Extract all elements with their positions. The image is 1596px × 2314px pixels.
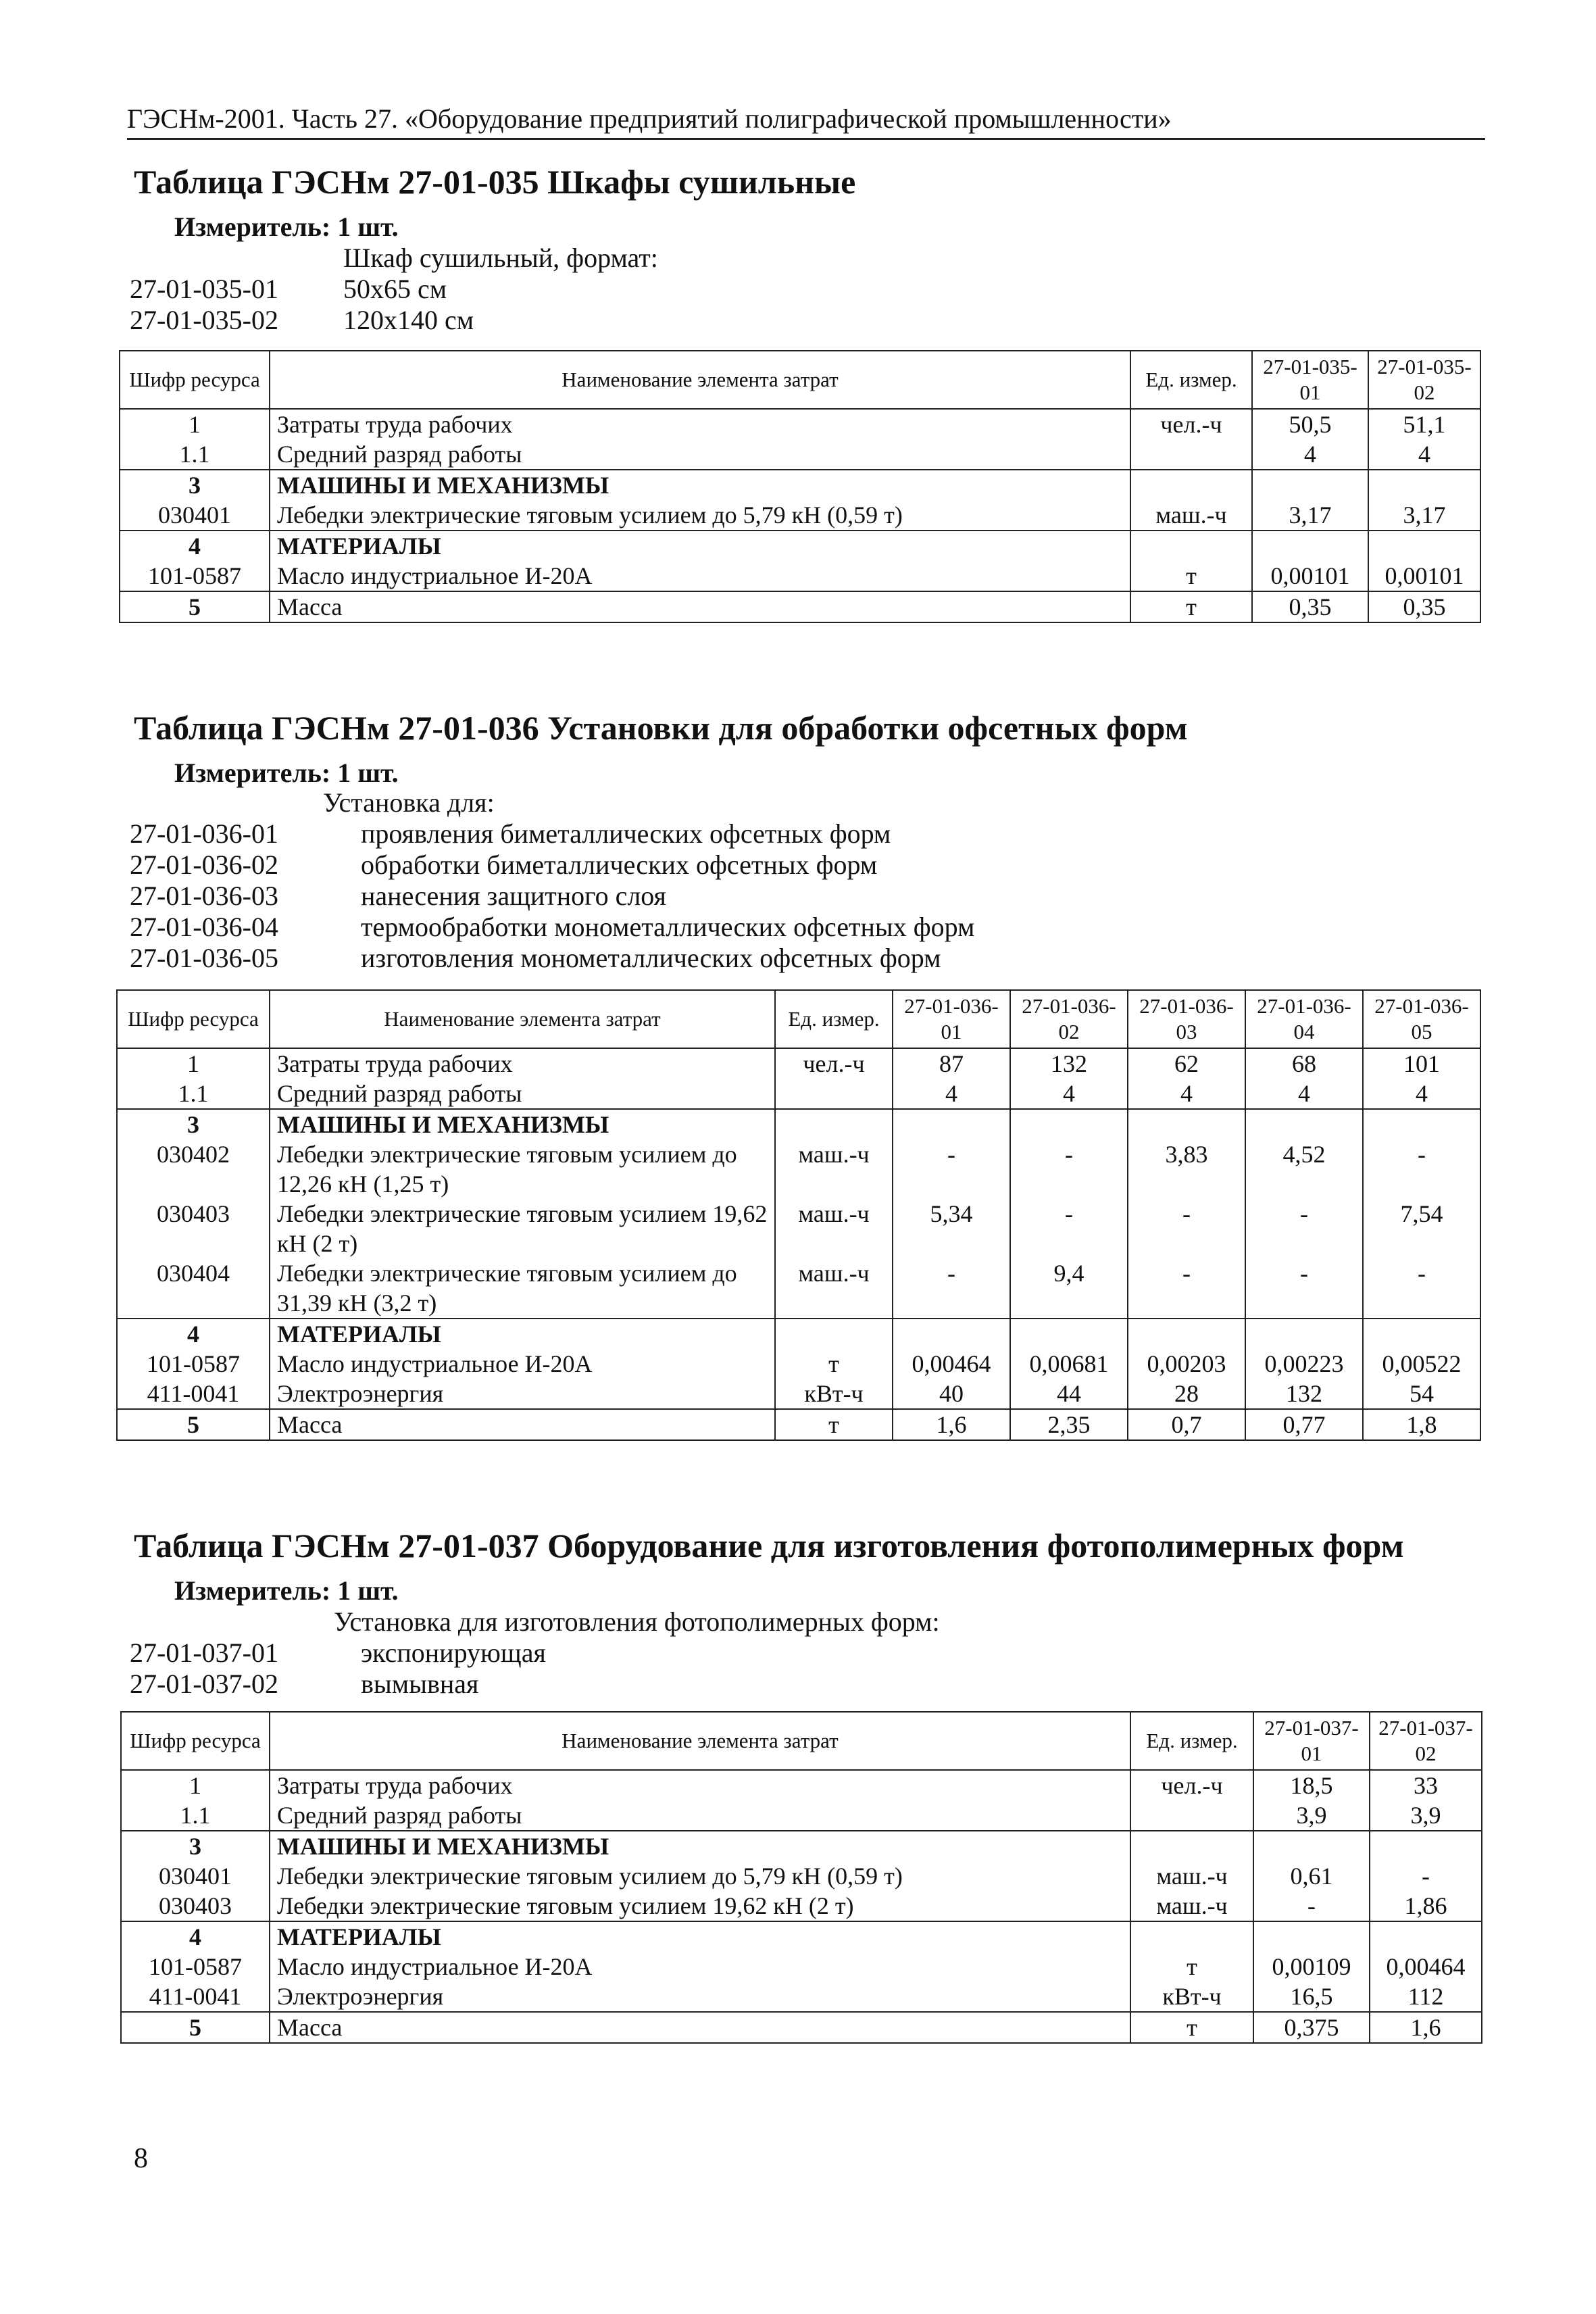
- row-group-mass: [117, 1409, 1480, 1440]
- value-cell: 0,00522: [1363, 1349, 1480, 1379]
- value-cell: 4: [1363, 1079, 1480, 1109]
- value-cell: [1245, 1319, 1363, 1349]
- header-cost-element: Наименование элемента затрат: [270, 1712, 1130, 1770]
- value-cell: [1253, 1921, 1370, 1952]
- value-cell: 1,86: [1370, 1891, 1482, 1921]
- code-text: 50x65 см: [343, 274, 447, 304]
- cost-element-name: МАШИНЫ И МЕХАНИЗМЫ: [270, 470, 1130, 500]
- header-column: 27-01-036-01: [893, 990, 1010, 1048]
- code-id: 27-01-037-02: [130, 1669, 278, 1699]
- table-row: [121, 1921, 1482, 1952]
- header-column: 27-01-036-04: [1245, 990, 1363, 1048]
- table-description: Установка для изготовления фотополимерных форм:: [334, 1606, 940, 1637]
- resource-code: 030402: [117, 1139, 270, 1199]
- value-cell: [1128, 1109, 1245, 1139]
- table-row: [121, 1770, 1482, 1800]
- table-row: [117, 1349, 1480, 1379]
- resource-code: 030404: [117, 1258, 270, 1319]
- cost-element-name: Масса: [270, 1409, 775, 1440]
- value-cell: 0,00109: [1253, 1952, 1370, 1981]
- cost-element-name: Масса: [270, 2012, 1130, 2043]
- value-cell: [893, 1319, 1010, 1349]
- value-cell: -: [1245, 1199, 1363, 1258]
- cost-element-name: Средний разряд работы: [270, 439, 1130, 470]
- value-cell: 54: [1363, 1379, 1480, 1409]
- row-group-materials: [121, 1921, 1482, 2012]
- code-id: 27-01-035-02: [130, 305, 278, 335]
- unit-cell: т: [1130, 561, 1252, 591]
- unit-cell: [775, 1109, 893, 1139]
- table-title: Таблица ГЭСНм 27-01-035 Шкафы сушильные: [134, 163, 856, 201]
- norms-table: [120, 1711, 1482, 2044]
- value-cell: [1363, 1109, 1480, 1139]
- value-cell: [1245, 1109, 1363, 1139]
- value-cell: 51,1: [1368, 409, 1480, 439]
- header-column: 27-01-036-05: [1363, 990, 1480, 1048]
- value-cell: [1128, 1319, 1245, 1349]
- cost-element-name: МАТЕРИАЛЫ: [270, 531, 1130, 561]
- unit-cell: кВт-ч: [775, 1379, 893, 1409]
- row-group-mass: [121, 2012, 1482, 2043]
- value-cell: 87: [893, 1048, 1010, 1079]
- unit-cell: маш.-ч: [775, 1199, 893, 1258]
- row-group-machines: [121, 1831, 1482, 1921]
- resource-code: 030403: [117, 1199, 270, 1258]
- header-column: 27-01-035-02: [1368, 351, 1480, 409]
- value-cell: 0,00464: [1370, 1952, 1482, 1981]
- value-cell: [1368, 531, 1480, 561]
- table-row: [117, 1258, 1480, 1319]
- value-cell: 3,17: [1368, 500, 1480, 531]
- header-column: 27-01-035-01: [1252, 351, 1368, 409]
- unit-cell: [1130, 531, 1252, 561]
- resource-code: 4: [120, 531, 270, 561]
- cost-element-name: Масло индустриальное И-20А: [270, 561, 1130, 591]
- value-cell: -: [1363, 1258, 1480, 1319]
- unit-cell: т: [1130, 1952, 1253, 1981]
- value-cell: 0,00223: [1245, 1349, 1363, 1379]
- table-row: [121, 1981, 1482, 2012]
- cost-element-name: МАТЕРИАЛЫ: [270, 1921, 1130, 1952]
- table-row: [117, 1048, 1480, 1079]
- code-row: [130, 942, 941, 974]
- code-id: 27-01-035-01: [130, 274, 278, 304]
- resource-code: 1.1: [121, 1800, 270, 1831]
- value-cell: -: [1010, 1139, 1128, 1199]
- unit-cell: [775, 1079, 893, 1109]
- code-row: [130, 818, 891, 850]
- resource-code: 1: [120, 409, 270, 439]
- table-row: [120, 561, 1480, 591]
- value-cell: 132: [1010, 1048, 1128, 1079]
- value-cell: 4,52: [1245, 1139, 1363, 1199]
- cost-element-name: Лебедки электрические тяговым усилием 19,62 кН (2 т): [270, 1891, 1130, 1921]
- unit-cell: маш.-ч: [1130, 1861, 1253, 1891]
- code-text: 120x140 см: [343, 305, 474, 335]
- value-cell: 1,8: [1363, 1409, 1480, 1440]
- cost-element-name: Средний разряд работы: [270, 1079, 775, 1109]
- cost-element-name: Масло индустриальное И-20А: [270, 1952, 1130, 1981]
- value-cell: 9,4: [1010, 1258, 1128, 1319]
- value-cell: 2,35: [1010, 1409, 1128, 1440]
- header-column: 27-01-037-01: [1253, 1712, 1370, 1770]
- unit-cell: [1130, 439, 1252, 470]
- value-cell: 0,77: [1245, 1409, 1363, 1440]
- resource-code: 1: [117, 1048, 270, 1079]
- value-cell: 0,61: [1253, 1861, 1370, 1891]
- code-id: 27-01-036-03: [130, 881, 278, 911]
- table-row: [120, 409, 1480, 439]
- code-text: нанесения защитного слоя: [361, 881, 666, 911]
- table-row: [121, 1800, 1482, 1831]
- unit-cell: маш.-ч: [775, 1139, 893, 1199]
- table-row: [117, 1319, 1480, 1349]
- code-id: 27-01-037-01: [130, 1638, 278, 1668]
- resource-code: 1: [121, 1770, 270, 1800]
- unit-cell: [775, 1319, 893, 1349]
- resource-code: 3: [121, 1831, 270, 1861]
- table-row: [120, 591, 1480, 622]
- code-id: 27-01-036-01: [130, 818, 278, 849]
- header-unit: Ед. измер.: [1130, 1712, 1253, 1770]
- cost-element-name: МАТЕРИАЛЫ: [270, 1319, 775, 1349]
- value-cell: [1370, 1831, 1482, 1861]
- resource-code: 5: [121, 2012, 270, 2043]
- value-cell: [893, 1109, 1010, 1139]
- cost-element-name: Масло индустриальное И-20А: [270, 1349, 775, 1379]
- cost-element-name: Затраты труда рабочих: [270, 1770, 1130, 1800]
- value-cell: [1363, 1319, 1480, 1349]
- unit-cell: т: [1130, 591, 1252, 622]
- resource-code: 411-0041: [121, 1981, 270, 2012]
- code-row: [130, 1637, 546, 1669]
- row-group-labor: [117, 1048, 1480, 1109]
- resource-code: 411-0041: [117, 1379, 270, 1409]
- value-cell: 3,17: [1252, 500, 1368, 531]
- value-cell: 50,5: [1252, 409, 1368, 439]
- value-cell: 28: [1128, 1379, 1245, 1409]
- table-row: [120, 470, 1480, 500]
- value-cell: [1252, 531, 1368, 561]
- resource-code: 5: [117, 1409, 270, 1440]
- unit-cell: [1130, 1800, 1253, 1831]
- cost-element-name: Масса: [270, 591, 1130, 622]
- value-cell: 0,375: [1253, 2012, 1370, 2043]
- table-row: [120, 531, 1480, 561]
- value-cell: 16,5: [1253, 1981, 1370, 2012]
- table-title: Таблица ГЭСНм 27-01-036 Установки для обработки офсетных форм: [134, 709, 1188, 747]
- table-row: [117, 1079, 1480, 1109]
- header-unit: Ед. измер.: [775, 990, 893, 1048]
- unit-cell: маш.-ч: [1130, 1891, 1253, 1921]
- value-cell: 4: [1245, 1079, 1363, 1109]
- value-cell: 4: [1128, 1079, 1245, 1109]
- page-number: 8: [134, 2143, 148, 2174]
- value-cell: 132: [1245, 1379, 1363, 1409]
- unit-cell: чел.-ч: [1130, 1770, 1253, 1800]
- code-id: 27-01-036-02: [130, 850, 278, 880]
- resource-code: 101-0587: [117, 1349, 270, 1379]
- table-header-row: [117, 990, 1480, 1048]
- value-cell: 0,00101: [1368, 561, 1480, 591]
- cost-element-name: Лебедки электрические тяговым усилием до 5,79 кН (0,59 т): [270, 1861, 1130, 1891]
- header-resource-code: Шифр ресурса: [121, 1712, 270, 1770]
- value-cell: 3,9: [1370, 1800, 1482, 1831]
- code-text: вымывная: [361, 1669, 479, 1699]
- value-cell: [1252, 470, 1368, 500]
- row-group-mass: [120, 591, 1480, 622]
- table-description: Установка для:: [323, 787, 495, 818]
- table-row: [117, 1409, 1480, 1440]
- value-cell: -: [1128, 1199, 1245, 1258]
- value-cell: 112: [1370, 1981, 1482, 2012]
- cost-element-name: Затраты труда рабочих: [270, 409, 1130, 439]
- cost-element-name: Лебедки электрические тяговым усилием до 12,26 кН (1,25 т): [270, 1139, 775, 1199]
- row-group-labor: [120, 409, 1480, 470]
- value-cell: 18,5: [1253, 1770, 1370, 1800]
- unit-cell: [1130, 1921, 1253, 1952]
- cost-element-name: МАШИНЫ И МЕХАНИЗМЫ: [270, 1109, 775, 1139]
- value-cell: 5,34: [893, 1199, 1010, 1258]
- row-group-labor: [121, 1770, 1482, 1831]
- table-description: Шкаф сушильный, формат:: [343, 243, 658, 273]
- resource-code: 1.1: [117, 1079, 270, 1109]
- value-cell: [1253, 1831, 1370, 1861]
- cost-element-name: Средний разряд работы: [270, 1800, 1130, 1831]
- code-row: [130, 911, 974, 943]
- value-cell: -: [1363, 1139, 1480, 1199]
- header-column: 27-01-036-02: [1010, 990, 1128, 1048]
- value-cell: [1010, 1109, 1128, 1139]
- value-cell: 4: [1010, 1079, 1128, 1109]
- row-group-machines: [120, 470, 1480, 531]
- value-cell: 0,00681: [1010, 1349, 1128, 1379]
- table-row: [121, 1952, 1482, 1981]
- table-row: [117, 1199, 1480, 1258]
- code-row: [130, 880, 666, 912]
- code-row: [130, 1668, 478, 1700]
- value-cell: 0,00101: [1252, 561, 1368, 591]
- value-cell: [1368, 470, 1480, 500]
- unit-cell: [1130, 1831, 1253, 1861]
- measure-line: [174, 757, 399, 789]
- unit-cell: чел.-ч: [1130, 409, 1252, 439]
- resource-code: 101-0587: [120, 561, 270, 591]
- value-cell: 1,6: [893, 1409, 1010, 1440]
- resource-code: 3: [120, 470, 270, 500]
- table-header-row: [120, 351, 1480, 409]
- code-text: проявления биметаллических офсетных форм: [361, 818, 891, 849]
- value-cell: 62: [1128, 1048, 1245, 1079]
- value-cell: 3,9: [1253, 1800, 1370, 1831]
- value-cell: -: [1128, 1258, 1245, 1319]
- value-cell: -: [1370, 1861, 1482, 1891]
- cost-element-name: Затраты труда рабочих: [270, 1048, 775, 1079]
- cost-element-name: Электроэнергия: [270, 1379, 775, 1409]
- measure-value: 1 шт.: [337, 1575, 399, 1606]
- value-cell: [1010, 1319, 1128, 1349]
- norms-table: [119, 350, 1481, 623]
- value-cell: 1,6: [1370, 2012, 1482, 2043]
- table-row: [117, 1379, 1480, 1409]
- resource-code: 101-0587: [121, 1952, 270, 1981]
- value-cell: -: [1245, 1258, 1363, 1319]
- value-cell: -: [1010, 1199, 1128, 1258]
- value-cell: [1370, 1921, 1482, 1952]
- row-group-machines: [117, 1109, 1480, 1319]
- unit-cell: кВт-ч: [1130, 1981, 1253, 2012]
- value-cell: -: [893, 1258, 1010, 1319]
- measure-line: [174, 211, 399, 243]
- header-unit: Ед. измер.: [1130, 351, 1252, 409]
- measure-line: [174, 1575, 399, 1606]
- table-title: Таблица ГЭСНм 27-01-037 Оборудование для изготовления фотополимерных форм: [134, 1527, 1404, 1565]
- measure-label: Измеритель:: [174, 1575, 331, 1606]
- value-cell: -: [893, 1139, 1010, 1199]
- table-row: [121, 1861, 1482, 1891]
- measure-value: 1 шт.: [337, 212, 399, 242]
- header-cost-element: Наименование элемента затрат: [270, 351, 1130, 409]
- value-cell: 7,54: [1363, 1199, 1480, 1258]
- code-id: 27-01-036-05: [130, 943, 278, 973]
- value-cell: 4: [1252, 439, 1368, 470]
- header-resource-code: Шифр ресурса: [120, 351, 270, 409]
- resource-code: 4: [117, 1319, 270, 1349]
- cost-element-name: Электроэнергия: [270, 1981, 1130, 2012]
- header-cost-element: Наименование элемента затрат: [270, 990, 775, 1048]
- code-id: 27-01-036-04: [130, 912, 278, 942]
- resource-code: 030401: [121, 1861, 270, 1891]
- cost-element-name: Лебедки электрические тяговым усилием до 31,39 кН (3,2 т): [270, 1258, 775, 1319]
- value-cell: 0,00464: [893, 1349, 1010, 1379]
- code-row: [130, 273, 447, 305]
- value-cell: 0,35: [1252, 591, 1368, 622]
- resource-code: 3: [117, 1109, 270, 1139]
- value-cell: 4: [1368, 439, 1480, 470]
- header-resource-code: Шифр ресурса: [117, 990, 270, 1048]
- resource-code: 4: [121, 1921, 270, 1952]
- value-cell: 44: [1010, 1379, 1128, 1409]
- unit-cell: т: [775, 1349, 893, 1379]
- unit-cell: маш.-ч: [775, 1258, 893, 1319]
- value-cell: 4: [893, 1079, 1010, 1109]
- code-text: обработки биметаллических офсетных форм: [361, 850, 878, 880]
- code-text: экспонирующая: [361, 1638, 546, 1668]
- table-row: [121, 2012, 1482, 2043]
- header-column: 27-01-037-02: [1370, 1712, 1482, 1770]
- measure-value: 1 шт.: [337, 758, 399, 788]
- norms-table: [116, 989, 1481, 1441]
- value-cell: 3,83: [1128, 1139, 1245, 1199]
- value-cell: 68: [1245, 1048, 1363, 1079]
- unit-cell: [1130, 470, 1252, 500]
- table-row: [121, 1831, 1482, 1861]
- measure-label: Измеритель:: [174, 758, 331, 788]
- unit-cell: чел.-ч: [775, 1048, 893, 1079]
- resource-code: 1.1: [120, 439, 270, 470]
- page-header: ГЭСНм-2001. Часть 27. «Оборудование предприятий полиграфической промышленности»: [127, 101, 1485, 140]
- value-cell: 0,35: [1368, 591, 1480, 622]
- unit-cell: т: [1130, 2012, 1253, 2043]
- header-column: 27-01-036-03: [1128, 990, 1245, 1048]
- table-row: [121, 1891, 1482, 1921]
- value-cell: 40: [893, 1379, 1010, 1409]
- table-row: [117, 1139, 1480, 1199]
- code-text: изготовления монометаллических офсетных форм: [361, 943, 941, 973]
- table-header-row: [121, 1712, 1482, 1770]
- unit-cell: т: [775, 1409, 893, 1440]
- resource-code: 030401: [120, 500, 270, 531]
- value-cell: 0,00203: [1128, 1349, 1245, 1379]
- value-cell: 0,7: [1128, 1409, 1245, 1440]
- code-row: [130, 849, 877, 881]
- measure-label: Измеритель:: [174, 212, 331, 242]
- resource-code: 030403: [121, 1891, 270, 1921]
- unit-cell: маш.-ч: [1130, 500, 1252, 531]
- code-row: [130, 304, 474, 336]
- table-row: [120, 439, 1480, 470]
- row-group-materials: [117, 1319, 1480, 1409]
- resource-code: 5: [120, 591, 270, 622]
- cost-element-name: Лебедки электрические тяговым усилием 19,62 кН (2 т): [270, 1199, 775, 1258]
- value-cell: -: [1253, 1891, 1370, 1921]
- value-cell: 101: [1363, 1048, 1480, 1079]
- cost-element-name: Лебедки электрические тяговым усилием до 5,79 кН (0,59 т): [270, 500, 1130, 531]
- row-group-materials: [120, 531, 1480, 591]
- code-text: термообработки монометаллических офсетных форм: [361, 912, 975, 942]
- table-row: [117, 1109, 1480, 1139]
- value-cell: 33: [1370, 1770, 1482, 1800]
- table-row: [120, 500, 1480, 531]
- cost-element-name: МАШИНЫ И МЕХАНИЗМЫ: [270, 1831, 1130, 1861]
